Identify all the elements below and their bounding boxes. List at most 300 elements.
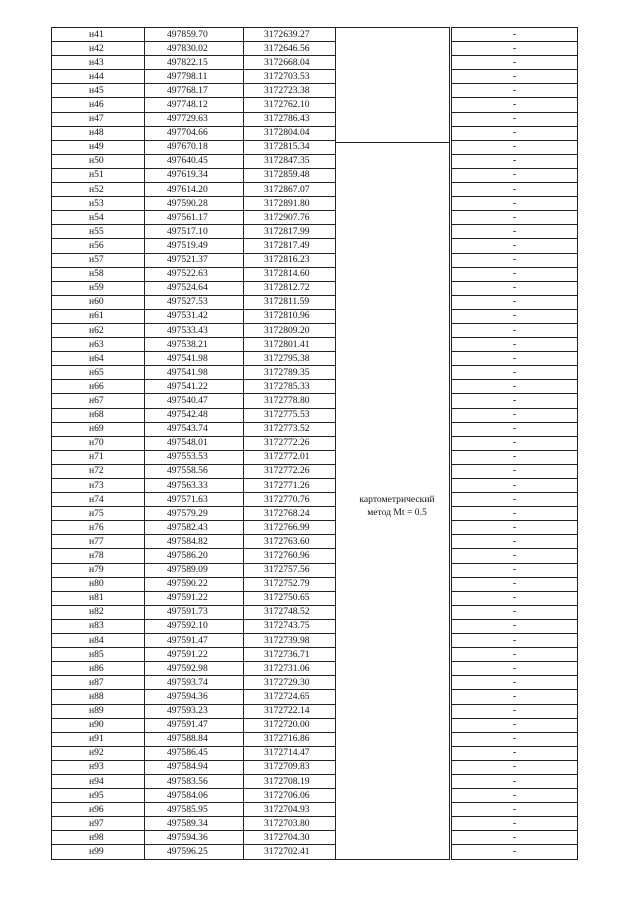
point-id-cell: н47 [52, 112, 145, 126]
dash-cell: - [452, 690, 578, 704]
x-coordinate-cell: 497519.49 [145, 239, 244, 253]
x-coordinate-cell: 497543.74 [145, 422, 244, 436]
dash-cell: - [452, 154, 578, 168]
y-coordinate-cell: 3172815.34 [244, 140, 336, 154]
x-coordinate-cell: 497541.98 [145, 352, 244, 366]
method-cell [336, 295, 450, 309]
table-row [52, 183, 578, 197]
table-row [52, 591, 578, 605]
x-coordinate-cell: 497670.18 [145, 140, 244, 154]
point-id-cell: н94 [52, 774, 145, 788]
dash-cell: - [452, 366, 578, 380]
point-id-cell: н87 [52, 676, 145, 690]
point-id-cell: н52 [52, 183, 145, 197]
point-id-cell: н71 [52, 450, 145, 464]
point-id-cell: н74 [52, 493, 145, 507]
y-coordinate-cell: 3172739.98 [244, 634, 336, 648]
x-coordinate-cell: 497584.94 [145, 760, 244, 774]
dash-cell: - [452, 408, 578, 422]
y-coordinate-cell: 3172801.41 [244, 338, 336, 352]
table-row [52, 774, 578, 788]
method-cell [336, 690, 450, 704]
x-coordinate-cell: 497589.34 [145, 817, 244, 831]
y-coordinate-cell: 3172770.76 [244, 493, 336, 507]
y-coordinate-cell: 3172804.04 [244, 126, 336, 140]
y-coordinate-cell: 3172646.56 [244, 42, 336, 56]
point-id-cell: н55 [52, 225, 145, 239]
dash-cell: - [452, 225, 578, 239]
y-coordinate-cell: 3172891.80 [244, 197, 336, 211]
point-id-cell: н79 [52, 563, 145, 577]
method-cell [336, 281, 450, 295]
y-coordinate-cell: 3172704.30 [244, 831, 336, 845]
point-id-cell: н93 [52, 760, 145, 774]
dash-cell: - [452, 422, 578, 436]
method-cell [336, 197, 450, 211]
table-row [52, 493, 578, 507]
section-divider [335, 142, 449, 143]
point-id-cell: н86 [52, 662, 145, 676]
y-coordinate-cell: 3172795.38 [244, 352, 336, 366]
table-row [52, 197, 578, 211]
dash-cell: - [452, 140, 578, 154]
dash-cell: - [452, 746, 578, 760]
table-row [52, 211, 578, 225]
x-coordinate-cell: 497590.28 [145, 197, 244, 211]
y-coordinate-cell: 3172702.41 [244, 845, 336, 859]
method-cell [336, 619, 450, 633]
y-coordinate-cell: 3172786.43 [244, 112, 336, 126]
x-coordinate-cell: 497594.36 [145, 690, 244, 704]
table-row [52, 253, 578, 267]
dash-cell: - [452, 126, 578, 140]
point-id-cell: н44 [52, 70, 145, 84]
x-coordinate-cell: 497533.43 [145, 323, 244, 337]
method-cell [336, 817, 450, 831]
y-coordinate-cell: 3172763.60 [244, 535, 336, 549]
dash-cell: - [452, 112, 578, 126]
table-row [52, 42, 578, 56]
dash-cell: - [452, 676, 578, 690]
y-coordinate-cell: 3172748.52 [244, 605, 336, 619]
dash-cell: - [452, 436, 578, 450]
table-row [52, 535, 578, 549]
dash-cell: - [452, 831, 578, 845]
dash-cell: - [452, 253, 578, 267]
x-coordinate-cell: 497584.82 [145, 535, 244, 549]
table-row [52, 634, 578, 648]
coordinates-table [51, 27, 578, 860]
y-coordinate-cell: 3172708.19 [244, 774, 336, 788]
table-row [52, 154, 578, 168]
x-coordinate-cell: 497538.21 [145, 338, 244, 352]
x-coordinate-cell: 497582.43 [145, 521, 244, 535]
y-coordinate-cell: 3172785.33 [244, 380, 336, 394]
dash-cell: - [452, 577, 578, 591]
method-cell [336, 154, 450, 168]
y-coordinate-cell: 3172729.30 [244, 676, 336, 690]
point-id-cell: н72 [52, 464, 145, 478]
dash-cell: - [452, 803, 578, 817]
dash-cell: - [452, 521, 578, 535]
dash-cell: - [452, 338, 578, 352]
method-label-line2: метод Mt = 0.5 [367, 507, 427, 518]
y-coordinate-cell: 3172814.60 [244, 267, 336, 281]
table-row [52, 831, 578, 845]
y-coordinate-cell: 3172775.53 [244, 408, 336, 422]
table-row [52, 281, 578, 295]
dash-cell: - [452, 789, 578, 803]
dash-cell: - [452, 394, 578, 408]
method-cell [336, 479, 450, 493]
dash-cell: - [452, 352, 578, 366]
point-id-cell: н45 [52, 84, 145, 98]
point-id-cell: н64 [52, 352, 145, 366]
x-coordinate-cell: 497593.74 [145, 676, 244, 690]
x-coordinate-cell: 497561.17 [145, 211, 244, 225]
x-coordinate-cell: 497830.02 [145, 42, 244, 56]
dash-cell: - [452, 845, 578, 859]
method-label-line1: картометрический [359, 494, 435, 505]
x-coordinate-cell: 497591.73 [145, 605, 244, 619]
y-coordinate-cell: 3172772.26 [244, 464, 336, 478]
y-coordinate-cell: 3172771.26 [244, 479, 336, 493]
dash-cell: - [452, 295, 578, 309]
x-coordinate-cell: 497592.10 [145, 619, 244, 633]
dash-cell: - [452, 323, 578, 337]
point-id-cell: н85 [52, 648, 145, 662]
point-id-cell: н90 [52, 718, 145, 732]
x-coordinate-cell: 497521.37 [145, 253, 244, 267]
table-row [52, 408, 578, 422]
point-id-cell: н92 [52, 746, 145, 760]
point-id-cell: н89 [52, 704, 145, 718]
dash-cell: - [452, 619, 578, 633]
point-id-cell: н81 [52, 591, 145, 605]
table-row [52, 450, 578, 464]
table-row [52, 366, 578, 380]
table-row [52, 295, 578, 309]
point-id-cell: н83 [52, 619, 145, 633]
x-coordinate-cell: 497591.47 [145, 634, 244, 648]
y-coordinate-cell: 3172722.14 [244, 704, 336, 718]
method-cell [336, 394, 450, 408]
y-coordinate-cell: 3172811.59 [244, 295, 336, 309]
x-coordinate-cell: 497517.10 [145, 225, 244, 239]
table-row [52, 267, 578, 281]
table-row [52, 140, 578, 154]
dash-cell: - [452, 549, 578, 563]
method-cell [336, 760, 450, 774]
method-cell [336, 338, 450, 352]
table-row [52, 690, 578, 704]
y-coordinate-cell: 3172809.20 [244, 323, 336, 337]
table-row [52, 563, 578, 577]
method-cell [336, 732, 450, 746]
method-cell [336, 718, 450, 732]
y-coordinate-cell: 3172706.06 [244, 789, 336, 803]
method-cell [336, 183, 450, 197]
method-cell [336, 211, 450, 225]
dash-cell: - [452, 732, 578, 746]
method-cell [336, 253, 450, 267]
x-coordinate-cell: 497579.29 [145, 507, 244, 521]
dash-cell: - [452, 591, 578, 605]
table-row [52, 605, 578, 619]
table-row [52, 84, 578, 98]
method-label [337, 493, 457, 519]
point-id-cell: н95 [52, 789, 145, 803]
dash-cell: - [452, 774, 578, 788]
dash-cell: - [452, 634, 578, 648]
method-cell [336, 422, 450, 436]
coordinates-table-body [52, 28, 578, 860]
table-row [52, 577, 578, 591]
x-coordinate-cell: 497729.63 [145, 112, 244, 126]
dash-cell: - [452, 42, 578, 56]
point-id-cell: н84 [52, 634, 145, 648]
y-coordinate-cell: 3172817.49 [244, 239, 336, 253]
method-cell [336, 239, 450, 253]
method-cell [336, 98, 450, 112]
y-coordinate-cell: 3172768.24 [244, 507, 336, 521]
y-coordinate-cell: 3172816.23 [244, 253, 336, 267]
x-coordinate-cell: 497524.64 [145, 281, 244, 295]
y-coordinate-cell: 3172760.96 [244, 549, 336, 563]
table-row [52, 803, 578, 817]
y-coordinate-cell: 3172867.07 [244, 183, 336, 197]
table-row [52, 648, 578, 662]
x-coordinate-cell: 497591.22 [145, 591, 244, 605]
point-id-cell: н65 [52, 366, 145, 380]
y-coordinate-cell: 3172817.99 [244, 225, 336, 239]
table-row [52, 464, 578, 478]
dash-cell: - [452, 648, 578, 662]
y-coordinate-cell: 3172720.00 [244, 718, 336, 732]
dash-cell: - [452, 239, 578, 253]
point-id-cell: н56 [52, 239, 145, 253]
y-coordinate-cell: 3172773.52 [244, 422, 336, 436]
point-id-cell: н63 [52, 338, 145, 352]
point-id-cell: н41 [52, 28, 145, 42]
dash-cell: - [452, 56, 578, 70]
dash-cell: - [452, 309, 578, 323]
dash-cell: - [452, 507, 578, 521]
y-coordinate-cell: 3172723.38 [244, 84, 336, 98]
method-cell [336, 591, 450, 605]
point-id-cell: н82 [52, 605, 145, 619]
x-coordinate-cell: 497558.56 [145, 464, 244, 478]
dash-cell: - [452, 28, 578, 42]
point-id-cell: н54 [52, 211, 145, 225]
dash-cell: - [452, 281, 578, 295]
method-cell [336, 168, 450, 182]
table-row [52, 549, 578, 563]
x-coordinate-cell: 497592.98 [145, 662, 244, 676]
point-id-cell: н76 [52, 521, 145, 535]
dash-cell: - [452, 464, 578, 478]
method-cell [336, 535, 450, 549]
dash-cell: - [452, 211, 578, 225]
method-cell [336, 648, 450, 662]
method-cell [336, 352, 450, 366]
table-row [52, 704, 578, 718]
x-coordinate-cell: 497596.25 [145, 845, 244, 859]
method-cell [336, 549, 450, 563]
table-row [52, 619, 578, 633]
point-id-cell: н99 [52, 845, 145, 859]
point-id-cell: н53 [52, 197, 145, 211]
method-cell [336, 521, 450, 535]
dash-cell: - [452, 535, 578, 549]
method-cell [336, 634, 450, 648]
method-cell [336, 676, 450, 690]
method-cell [336, 70, 450, 84]
dash-cell: - [452, 70, 578, 84]
y-coordinate-cell: 3172762.10 [244, 98, 336, 112]
x-coordinate-cell: 497798.11 [145, 70, 244, 84]
y-coordinate-cell: 3172778.80 [244, 394, 336, 408]
dash-cell: - [452, 183, 578, 197]
point-id-cell: н67 [52, 394, 145, 408]
y-coordinate-cell: 3172750.65 [244, 591, 336, 605]
y-coordinate-cell: 3172859.48 [244, 168, 336, 182]
x-coordinate-cell: 497768.17 [145, 84, 244, 98]
point-id-cell: н68 [52, 408, 145, 422]
table-row [52, 112, 578, 126]
y-coordinate-cell: 3172772.26 [244, 436, 336, 450]
x-coordinate-cell: 497822.15 [145, 56, 244, 70]
point-id-cell: н75 [52, 507, 145, 521]
dash-cell: - [452, 704, 578, 718]
method-cell [336, 267, 450, 281]
dash-cell: - [452, 168, 578, 182]
table-row [52, 394, 578, 408]
table-row [52, 521, 578, 535]
x-coordinate-cell: 497591.47 [145, 718, 244, 732]
y-coordinate-cell: 3172724.65 [244, 690, 336, 704]
method-cell [336, 563, 450, 577]
y-coordinate-cell: 3172731.06 [244, 662, 336, 676]
x-coordinate-cell: 497859.70 [145, 28, 244, 42]
table-row [52, 845, 578, 859]
y-coordinate-cell: 3172907.76 [244, 211, 336, 225]
table-row [52, 225, 578, 239]
point-id-cell: н96 [52, 803, 145, 817]
method-cell [336, 746, 450, 760]
table-row [52, 422, 578, 436]
dash-cell: - [452, 98, 578, 112]
x-coordinate-cell: 497548.01 [145, 436, 244, 450]
x-coordinate-cell: 497522.63 [145, 267, 244, 281]
point-id-cell: н78 [52, 549, 145, 563]
table-row [52, 676, 578, 690]
x-coordinate-cell: 497614.20 [145, 183, 244, 197]
y-coordinate-cell: 3172668.04 [244, 56, 336, 70]
table-row [52, 662, 578, 676]
table-row [52, 380, 578, 394]
x-coordinate-cell: 497527.53 [145, 295, 244, 309]
table-row [52, 817, 578, 831]
method-cell [336, 845, 450, 859]
point-id-cell: н57 [52, 253, 145, 267]
x-coordinate-cell: 497583.56 [145, 774, 244, 788]
x-coordinate-cell: 497593.23 [145, 704, 244, 718]
table-row [52, 126, 578, 140]
method-cell [336, 323, 450, 337]
table-row [52, 789, 578, 803]
table-row [52, 479, 578, 493]
table-row [52, 98, 578, 112]
y-coordinate-cell: 3172714.47 [244, 746, 336, 760]
dash-cell: - [452, 605, 578, 619]
x-coordinate-cell: 497591.22 [145, 648, 244, 662]
y-coordinate-cell: 3172703.80 [244, 817, 336, 831]
point-id-cell: н88 [52, 690, 145, 704]
y-coordinate-cell: 3172766.99 [244, 521, 336, 535]
y-coordinate-cell: 3172716.86 [244, 732, 336, 746]
method-cell [336, 84, 450, 98]
x-coordinate-cell: 497586.20 [145, 549, 244, 563]
method-cell [336, 380, 450, 394]
dash-cell: - [452, 267, 578, 281]
table-row [52, 718, 578, 732]
method-cell [336, 436, 450, 450]
x-coordinate-cell: 497585.95 [145, 803, 244, 817]
y-coordinate-cell: 3172810.96 [244, 309, 336, 323]
x-coordinate-cell: 497541.22 [145, 380, 244, 394]
x-coordinate-cell: 497589.09 [145, 563, 244, 577]
point-id-cell: н66 [52, 380, 145, 394]
point-id-cell: н80 [52, 577, 145, 591]
dash-cell: - [452, 197, 578, 211]
dash-cell: - [452, 493, 578, 507]
y-coordinate-cell: 3172704.93 [244, 803, 336, 817]
y-coordinate-cell: 3172772.01 [244, 450, 336, 464]
x-coordinate-cell: 497584.06 [145, 789, 244, 803]
table-row [52, 28, 578, 42]
x-coordinate-cell: 497748.12 [145, 98, 244, 112]
dash-cell: - [452, 718, 578, 732]
x-coordinate-cell: 497541.98 [145, 366, 244, 380]
y-coordinate-cell: 3172752.79 [244, 577, 336, 591]
y-coordinate-cell: 3172789.35 [244, 366, 336, 380]
dash-cell: - [452, 84, 578, 98]
point-id-cell: н43 [52, 56, 145, 70]
table-row [52, 338, 578, 352]
method-cell [336, 28, 450, 42]
x-coordinate-cell: 497531.42 [145, 309, 244, 323]
point-id-cell: н61 [52, 309, 145, 323]
table-row [52, 352, 578, 366]
y-coordinate-cell: 3172743.75 [244, 619, 336, 633]
point-id-cell: н70 [52, 436, 145, 450]
dash-cell: - [452, 563, 578, 577]
point-id-cell: н73 [52, 479, 145, 493]
x-coordinate-cell: 497640.45 [145, 154, 244, 168]
table-row [52, 746, 578, 760]
method-cell [336, 774, 450, 788]
dash-cell: - [452, 760, 578, 774]
point-id-cell: н50 [52, 154, 145, 168]
table-row [52, 436, 578, 450]
method-cell [336, 408, 450, 422]
y-coordinate-cell: 3172703.53 [244, 70, 336, 84]
method-cell [336, 112, 450, 126]
x-coordinate-cell: 497704.66 [145, 126, 244, 140]
y-coordinate-cell: 3172812.72 [244, 281, 336, 295]
point-id-cell: н62 [52, 323, 145, 337]
